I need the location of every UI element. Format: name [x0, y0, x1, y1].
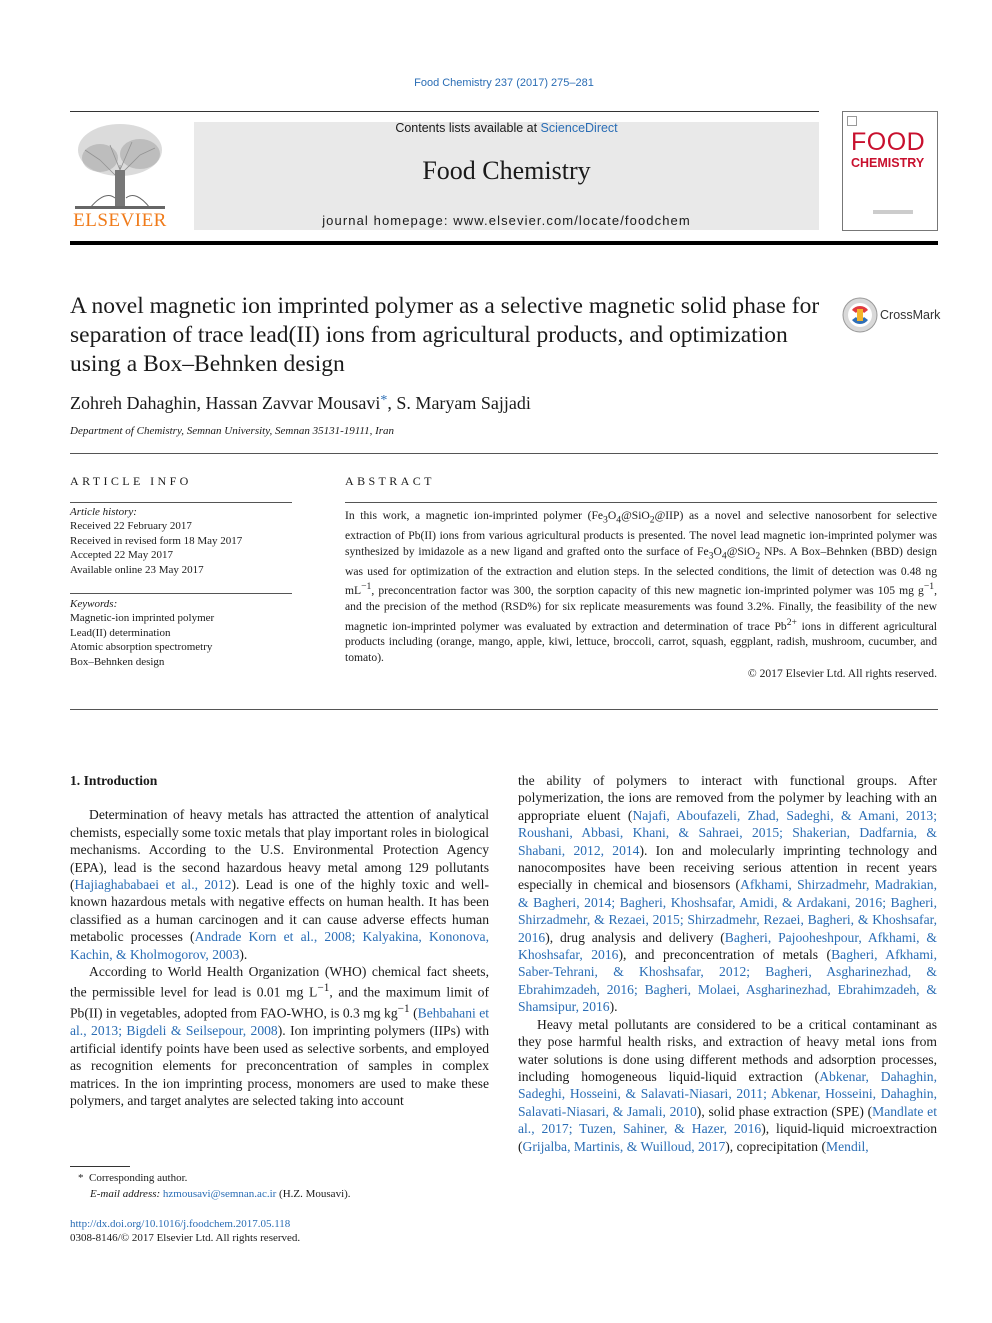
- citation-link[interactable]: Mendil,: [826, 1138, 869, 1154]
- article-history: [70, 505, 242, 577]
- author-list: [70, 393, 531, 414]
- homepage-prefix: journal homepage:: [322, 213, 454, 228]
- contents-line: [194, 121, 819, 135]
- citation-link[interactable]: Najafi, Aboufazeli, Zhad, Sadeghi, & Amani, 2013; Roushani, Abbasi, Khani, & Sahraei, 2015; Shakerian, Dadfarnia, & Shabani, 2012, 2014: [518, 807, 937, 858]
- cover-logo-icon: [847, 116, 857, 126]
- authors-primary: Zohreh Dahaghin, Hassan Zavvar Mousavi: [70, 393, 381, 413]
- keywords-rule: [70, 593, 292, 594]
- keyword-item: Box–Behnken design: [70, 655, 165, 668]
- doi-link[interactable]: http://dx.doi.org/10.1016/j.foodchem.2017.05.118: [70, 1218, 291, 1230]
- footnote-rule: [70, 1166, 130, 1167]
- journal-citation[interactable]: Food Chemistry 237 (2017) 275–281: [414, 77, 594, 89]
- contents-prefix: Contents lists available at: [395, 121, 541, 135]
- history-revised: Received in revised form 18 May 2017: [70, 534, 243, 547]
- history-accepted: Accepted 22 May 2017: [70, 549, 173, 562]
- elsevier-tree-icon: [70, 120, 170, 212]
- email-label: E-mail address:: [90, 1188, 161, 1200]
- author-affiliation: Department of Chemistry, Semnan University, Semnan 35131-19111, Iran: [70, 425, 395, 437]
- cover-title-chemistry: CHEMISTRY: [851, 156, 925, 170]
- email-footnote: [90, 1186, 351, 1202]
- issn-line: 0308-8146/© 2017 Elsevier Ltd. All rights reserved.: [70, 1232, 301, 1244]
- cover-fineprint: [873, 210, 913, 214]
- citation-link[interactable]: Bagheri, Pajooheshpour, Afkhami, & Khoshsafar, 2016: [518, 929, 937, 963]
- intro-paragraph: Determination of heavy metals has attracted the attention of analytical chemists, especially some toxic metals that play important roles in biological mechanisms. According to the U.S. Environmental Protection Agency (EPA), lead is the second hazardous heavy metal among 129 pollutants (Hajiaghababaei et al., 2012). Lead is one of the highly toxic and well-known hazardous metals with negative effects on human health. It has been classified as a human carcinogen and it can cause adverse effects human metabolic processes (Andrade Korn et al., 2008; Kalyakina, Kononova, Kachin, & Kholmogorov, 2003).: [70, 807, 489, 962]
- history-received: Received 22 February 2017: [70, 520, 192, 533]
- crossmark-icon: [842, 297, 878, 333]
- email-suffix: (H.Z. Mousavi).: [276, 1188, 351, 1200]
- homepage-url[interactable]: www.elsevier.com/locate/foodchem: [453, 213, 691, 228]
- history-online: Available online 23 May 2017: [70, 563, 204, 576]
- abstract-text: In this work, a magnetic ion-imprinted polymer $(Fe_3O_4@SiO_2@IIP)$ as a novel and selective nanosorbent for selective extraction of Pb(II) ions from various agricultural products is presented. The novel lead magnetic ion-imprinted polymer was synthesized by imidazole as a new ligand and grafted onto the surface of $Fe_3O_4@SiO_2$ NPs. A Box–Behnken (BBD) design was used for optimization of the extraction and elution steps. In the selected conditions, the limit of detection was 0.48 ng $mL^{-1}$, preconcentration factor was 300, the sorption capacity of this new magnetic ion-imprinted polymer was 105 mg $g^{-1}$, and the precision of the method (RSD%) for six replicate measurements was found 3.2%. Finally, the feasibility of the new magnetic ion-imprinted polymer was evaluated by extraction and determination of trace $Pb^{2+}$ ions in different agricultural products including (orange, mango, apple, kiwi, lettuce, broccoli, carrot, squash, eggplant, radish, mushroom, cucumber, and tomato).: [345, 509, 937, 664]
- article-info-heading: ARTICLE INFO: [70, 474, 192, 488]
- abstract-copyright: © 2017 Elsevier Ltd. All rights reserved.: [747, 667, 937, 680]
- crossmark-label: CrossMark: [880, 308, 941, 322]
- citation-link[interactable]: Afkhami, Shirzadmehr, Madrakian, & Bagheri, 2014; Bagheri, Khoshsafar, Amidi, & Ardakani, 2016; Bagheri, Shirzadmehr, & Rezaei, 2015; Shirzadmehr, Rezaei, Bagheri, & Khoshsafar, 2016: [518, 877, 938, 945]
- journal-cover: [842, 111, 938, 231]
- intro-paragraph: According to World Health Organization (WHO) chemical fact sheets, the permissible level for lead is 0.01 mg $L^{-1}$, and the maximum limit of Pb(II) in vegetables, adopted from FAO-WHO, is 0.3 mg $kg^{-1}$ (Behbahani et al., 2013; Bigdeli & Seilsepour, 2008). Ion imprinting polymers (IIPs) with artificial identify points have been used as selective sorbents, and employed as recognition elements for preconcentration of samples in complex matrices. In the ion imprinting process, monomers are used to make these polymers, and target analytes are selected taking into account: [70, 964, 490, 1108]
- header-top-rule: [70, 111, 819, 112]
- intro-paragraph: Heavy metal pollutants are considered to be a critical contaminant as they pose harmful health risks, and extraction of heavy metal ions from water solutions is done using different methods and adsorption processes, including homogeneous liquid-liquid extraction (Abkenar, Dahaghin, Sadeghi, Hosseini, & Salavati-Niasari, 2011; Abkenar, Hosseini, Dahaghin, Salavati-Niasari, & Jamali, 2010), solid phase extraction (SPE) (Mandlate et al., 2017; Tuzen, Sahiner, & Hazer, 2016), liquid-liquid microextraction (Grijalba, Martinis, & Wuilloud, 2017), coprecipitation (Mendil,: [518, 1016, 938, 1154]
- citation-link[interactable]: Grijalba, Martinis, & Wuilloud, 2017: [522, 1138, 726, 1154]
- citation-link[interactable]: Hajiaghababaei et al., 2012: [74, 877, 232, 893]
- history-label: Article history:: [70, 506, 137, 518]
- corresponding-footnote: [78, 1170, 187, 1186]
- intro-paragraph: the ability of polymers to interact with functional groups. After polymerization, the ions are removed from the polymer by leaching with an appropriate eluent (Najafi, Aboufazeli, Zhad, Sadeghi, & Amani, 2013; Roushani, Abbasi, Khani, & Sahraei, 2015; Shakerian, Dadfarnia, & Shabani, 2012, 2014). Ion and molecularly imprinting technology and nanocomposites have been receiving serious attention in recent years especially in chemical and biosensors (Afkhami, Shirzadmehr, Madrakian, & Bagheri, 2014; Bagheri, Khoshsafar, Amidi, & Ardakani, 2016; Bagheri, Shirzadmehr, & Rezaei, 2015; Shirzadmehr, Rezaei, Bagheri, & Khoshsafar, 2016), drug analysis and delivery (Bagheri, Pajooheshpour, Afkhami, & Khoshsafar, 2016), and preconcentration of metals (Bagheri, Afkhami, Saber-Tehrani, & Khoshsafar, 2012; Bagheri, Asgharinezhad, & Ebrahimzadeh, 2016; Bagheri, Molaei, Asgharinezhad, Ebrahimzadeh, & Shamsipur, 2016).: [518, 773, 938, 1015]
- citation-link[interactable]: Mandlate et al., 2017; Tuzen, Sahiner, & Hazer, 2016: [518, 1103, 937, 1137]
- elsevier-logo: [70, 120, 170, 232]
- keywords: [70, 597, 214, 669]
- abstract-bottom-rule: [70, 709, 938, 710]
- body-left-column: [70, 772, 489, 1109]
- affiliation-rule: [70, 453, 938, 454]
- authors-secondary: , S. Maryam Sajjadi: [387, 393, 531, 413]
- header-bottom-rule: [70, 241, 938, 245]
- elsevier-wordmark: ELSEVIER: [73, 210, 167, 231]
- section-heading-introduction: 1. Introduction: [70, 773, 158, 788]
- article-title: A novel magnetic ion imprinted polymer as a selective magnetic solid phase for separation of trace lead(II) ions from agricultural products, and optimization using a Box–Behnken design: [70, 293, 820, 377]
- footnote-corresponding: Corresponding author.: [89, 1172, 188, 1184]
- keyword-item: Atomic absorption spectrometry: [70, 641, 213, 654]
- citation-link[interactable]: Abkenar, Dahaghin, Sadeghi, Hosseini, & Salavati-Niasari, 2011; Abkenar, Hosseini, Dahaghin, Salavati-Niasari, & Jamali, 2010: [518, 1068, 937, 1119]
- keywords-label: Keywords:: [70, 598, 118, 610]
- abstract-heading: ABSTRACT: [345, 474, 435, 488]
- citation-link[interactable]: Bagheri, Afkhami, Saber-Tehrani, & Khoshsafar, 2012; Bagheri, Asgharinezhad, & Ebrahimzadeh, 2016; Bagheri, Molaei, Asgharinezhad, Ebrahimzadeh, & Shamsipur, 2016: [518, 947, 937, 1015]
- corresponding-author-marker[interactable]: *: [380, 393, 388, 408]
- crossmark-badge[interactable]: [842, 297, 942, 337]
- abstract-rule: [345, 502, 937, 503]
- keyword-item: Magnetic-ion imprinted polymer: [70, 612, 215, 625]
- body-right-column: [518, 772, 937, 1155]
- article-info-rule: [70, 502, 292, 503]
- sciencedirect-link[interactable]: ScienceDirect: [540, 121, 618, 135]
- journal-name: Food Chemistry: [422, 156, 591, 185]
- cover-title-food: FOOD: [851, 128, 926, 156]
- footnote-marker: *: [78, 1172, 84, 1184]
- citation-link[interactable]: Andrade Korn et al., 2008; Kalyakina, Kononova, Kachin, & Kholmogorov, 2003: [70, 929, 489, 962]
- email-link[interactable]: hzmousavi@semnan.ac.ir: [162, 1188, 277, 1200]
- journal-homepage: [194, 213, 819, 228]
- keyword-item: Lead(II) determination: [70, 626, 171, 639]
- citation-link[interactable]: Behbahani et al., 2013; Bigdeli & Seilsepour, 2008: [70, 1005, 489, 1039]
